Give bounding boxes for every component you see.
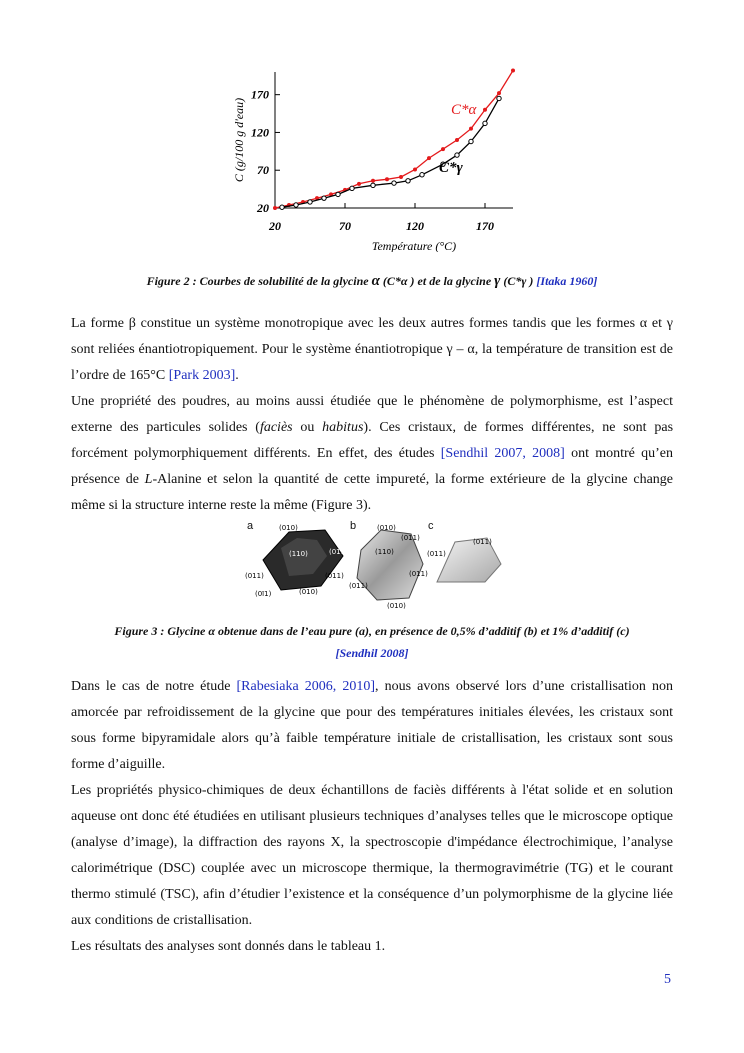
series-point-gamma: [322, 196, 326, 200]
series-point-gamma: [469, 139, 473, 143]
chart-axes: [275, 72, 513, 208]
para2-text-3: ). Ces cristaux, de formes différentes, ne sont pas forcément polymorphiquement différents. En effet, des études: [71, 420, 674, 461]
series-point-gamma: [308, 200, 312, 204]
para1-text: La forme β constitue un système monotropique avec les deux autres formes tandis que les formes α et γ sont reliées énantiotropiquement. Pour le système énantiotropique γ – α, la température de transition est de l’ordre de 165°C: [71, 316, 673, 383]
series-point-alpha: [273, 206, 277, 210]
solubility-chart: [225, 62, 525, 252]
paragraph-habitus: [71, 389, 673, 519]
x-tick-label: 20: [269, 219, 281, 233]
crystal-drawings: [241, 520, 503, 612]
figure2-gamma-expr: (C*γ ): [500, 274, 537, 288]
figure2-caption-mid: et de la glycine: [417, 274, 495, 288]
chart-svg: [225, 62, 525, 252]
para2-text-4: ont montré qu’en présence de: [71, 446, 673, 487]
series-point-gamma: [406, 179, 410, 183]
crystal-b-face-3: (110): [375, 548, 394, 556]
photo-label-c: c: [428, 520, 434, 532]
paragraph-results: Les résultats des analyses sont donnés dans le tableau 1.: [71, 939, 386, 954]
para2-italic-l: L: [144, 472, 153, 487]
paragraph-our-study: [71, 674, 673, 778]
crystal-b-face-2: (011): [401, 534, 420, 542]
para2-citation[interactable]: [Sendhil 2007, 2008]: [440, 446, 565, 461]
crystal-b-face-6: (010): [387, 602, 406, 610]
series-point-gamma: [455, 153, 459, 157]
y-tick-label: 20: [257, 201, 269, 215]
photo-label-b: b: [350, 520, 357, 532]
series-point-alpha: [455, 138, 459, 142]
series-line-0: [275, 71, 513, 209]
x-tick-label: 170: [476, 219, 494, 233]
crystal-c: [427, 538, 501, 582]
crystal-photos: [241, 520, 503, 612]
series-point-gamma: [497, 96, 501, 100]
x-axis-label: Température (°C): [371, 239, 457, 252]
y-tick-label: 170: [251, 87, 269, 102]
series-point-alpha: [385, 177, 389, 181]
series-point-gamma: [294, 203, 298, 207]
figure2-alpha-symbol: α: [371, 273, 380, 289]
figure2-caption-pre: Figure 2 : Courbes de solubilité de la glycine: [146, 274, 372, 288]
para2-text-1: Une propriété des poudres, au moins aussi étudiée que le phénomène de polymorphisme, est l’aspect externe des particules solides (: [71, 394, 673, 435]
series-point-alpha: [371, 179, 375, 183]
series-point-gamma: [336, 192, 340, 196]
legend-gamma: C*γ: [439, 160, 463, 176]
y-axis-label: C (g/100 g d'eau): [232, 97, 246, 183]
x-tick-label: 120: [406, 219, 424, 233]
figure2-gamma-symbol: γ: [494, 273, 501, 289]
crystal-c-face-1: (011): [473, 538, 492, 546]
paragraph-beta-form: [71, 311, 673, 389]
crystal-a-face-1: (010): [279, 524, 298, 532]
series-point-alpha: [497, 91, 501, 95]
series-point-gamma: [392, 181, 396, 185]
para2-text-2: ou: [292, 420, 323, 435]
figure2-citation[interactable]: [Itaka 1960]: [536, 274, 598, 288]
series-point-alpha: [399, 175, 403, 179]
series-point-gamma: [371, 183, 375, 187]
crystal-a-face-2: (011): [329, 548, 348, 556]
crystal-b-face-1: (010): [377, 524, 396, 532]
page-number: 5: [664, 972, 671, 987]
crystal-a-face-7: (010): [299, 588, 318, 596]
para1-end: .: [235, 368, 239, 383]
crystal-b-face-5: (011): [349, 582, 368, 590]
figure3-caption-text: Figure 3 : Glycine α obtenue dans de l’eau pure (a), en présence de 0,5% d’additif (b) et 1% d’additif (c): [114, 624, 630, 638]
series-point-gamma: [350, 186, 354, 190]
series-point-alpha: [413, 167, 417, 171]
series-point-alpha: [483, 108, 487, 112]
chart-labels: [232, 88, 494, 252]
series-point-alpha: [469, 127, 473, 131]
crystal-a-face-4: (011): [245, 572, 264, 580]
para2-text-5: -Alanine et selon la quantité de cette impureté, la forme extérieure de la glycine change même si la structure interne reste la même (Figure 3).: [71, 472, 673, 513]
para2-italic-habitus: habitus: [322, 420, 364, 435]
series-point-alpha: [441, 147, 445, 151]
series-point-gamma: [483, 121, 487, 125]
photo-label-a: a: [247, 520, 254, 532]
series-point-alpha: [511, 68, 515, 72]
para2-italic-facies: faciès: [259, 420, 293, 435]
figure3-citation[interactable]: [Sendhil 2008]: [335, 646, 409, 660]
series-point-alpha: [427, 156, 431, 160]
series-point-gamma: [280, 205, 284, 209]
legend-alpha: C*α: [451, 102, 477, 118]
para1-citation[interactable]: [Park 2003]: [168, 368, 236, 383]
figure2-alpha-expr: (C*α ): [379, 274, 418, 288]
series-point-gamma: [420, 173, 424, 177]
crystal-c-face-2: (011): [427, 550, 446, 558]
para3-text-2: , nous avons observé lors d’une cristallisation non amorcée par refroidissement de la glycine que pour des températures initiales élevées, les cristaux sont sous forme bipyramidale alors qu’à faible température initiale de cristallisation, les cristaux sont sous forme d’aiguille.: [71, 679, 673, 772]
crystal-a-face-6: (0ī1): [255, 590, 272, 598]
chart-series: [273, 68, 515, 210]
para3-citation[interactable]: [Rabesiaka 2006, 2010]: [236, 679, 376, 694]
crystal-a: [245, 524, 348, 598]
y-tick-label: 70: [257, 163, 269, 178]
paragraph-properties: Les propriétés physico-chimiques de deux échantillons de faciès différents à l'état solide et en solution aqueuse ont donc été étudiées en utilisant plusieurs techniques d’analyses telles que le microscope optique (analyse d’image), la diffraction des rayons X, la spectroscopie d'impédance électrochimique, l’analyse calorimétrique (DSC) couplée avec un microscope thermique, la thermogravimétrie (TG) et le courant thermo stimulé (TSC), afin d’étudier l’existence et la conséquence d’un polymorphisme de la glycine liée aux conditions de cristallisation.: [71, 783, 673, 928]
series-point-alpha: [357, 182, 361, 186]
y-tick-label: 120: [251, 125, 269, 140]
figure3-caption: [40, 620, 704, 664]
crystal-a-face-5: (011): [325, 572, 344, 580]
figure2-caption: [40, 270, 704, 292]
crystal-b-face-4: (011): [409, 570, 428, 578]
crystal-a-face-3: (110): [289, 550, 308, 558]
crystal-b: [349, 524, 428, 610]
para3-text-1: Dans le cas de notre étude: [71, 679, 237, 694]
x-tick-label: 70: [339, 219, 351, 233]
